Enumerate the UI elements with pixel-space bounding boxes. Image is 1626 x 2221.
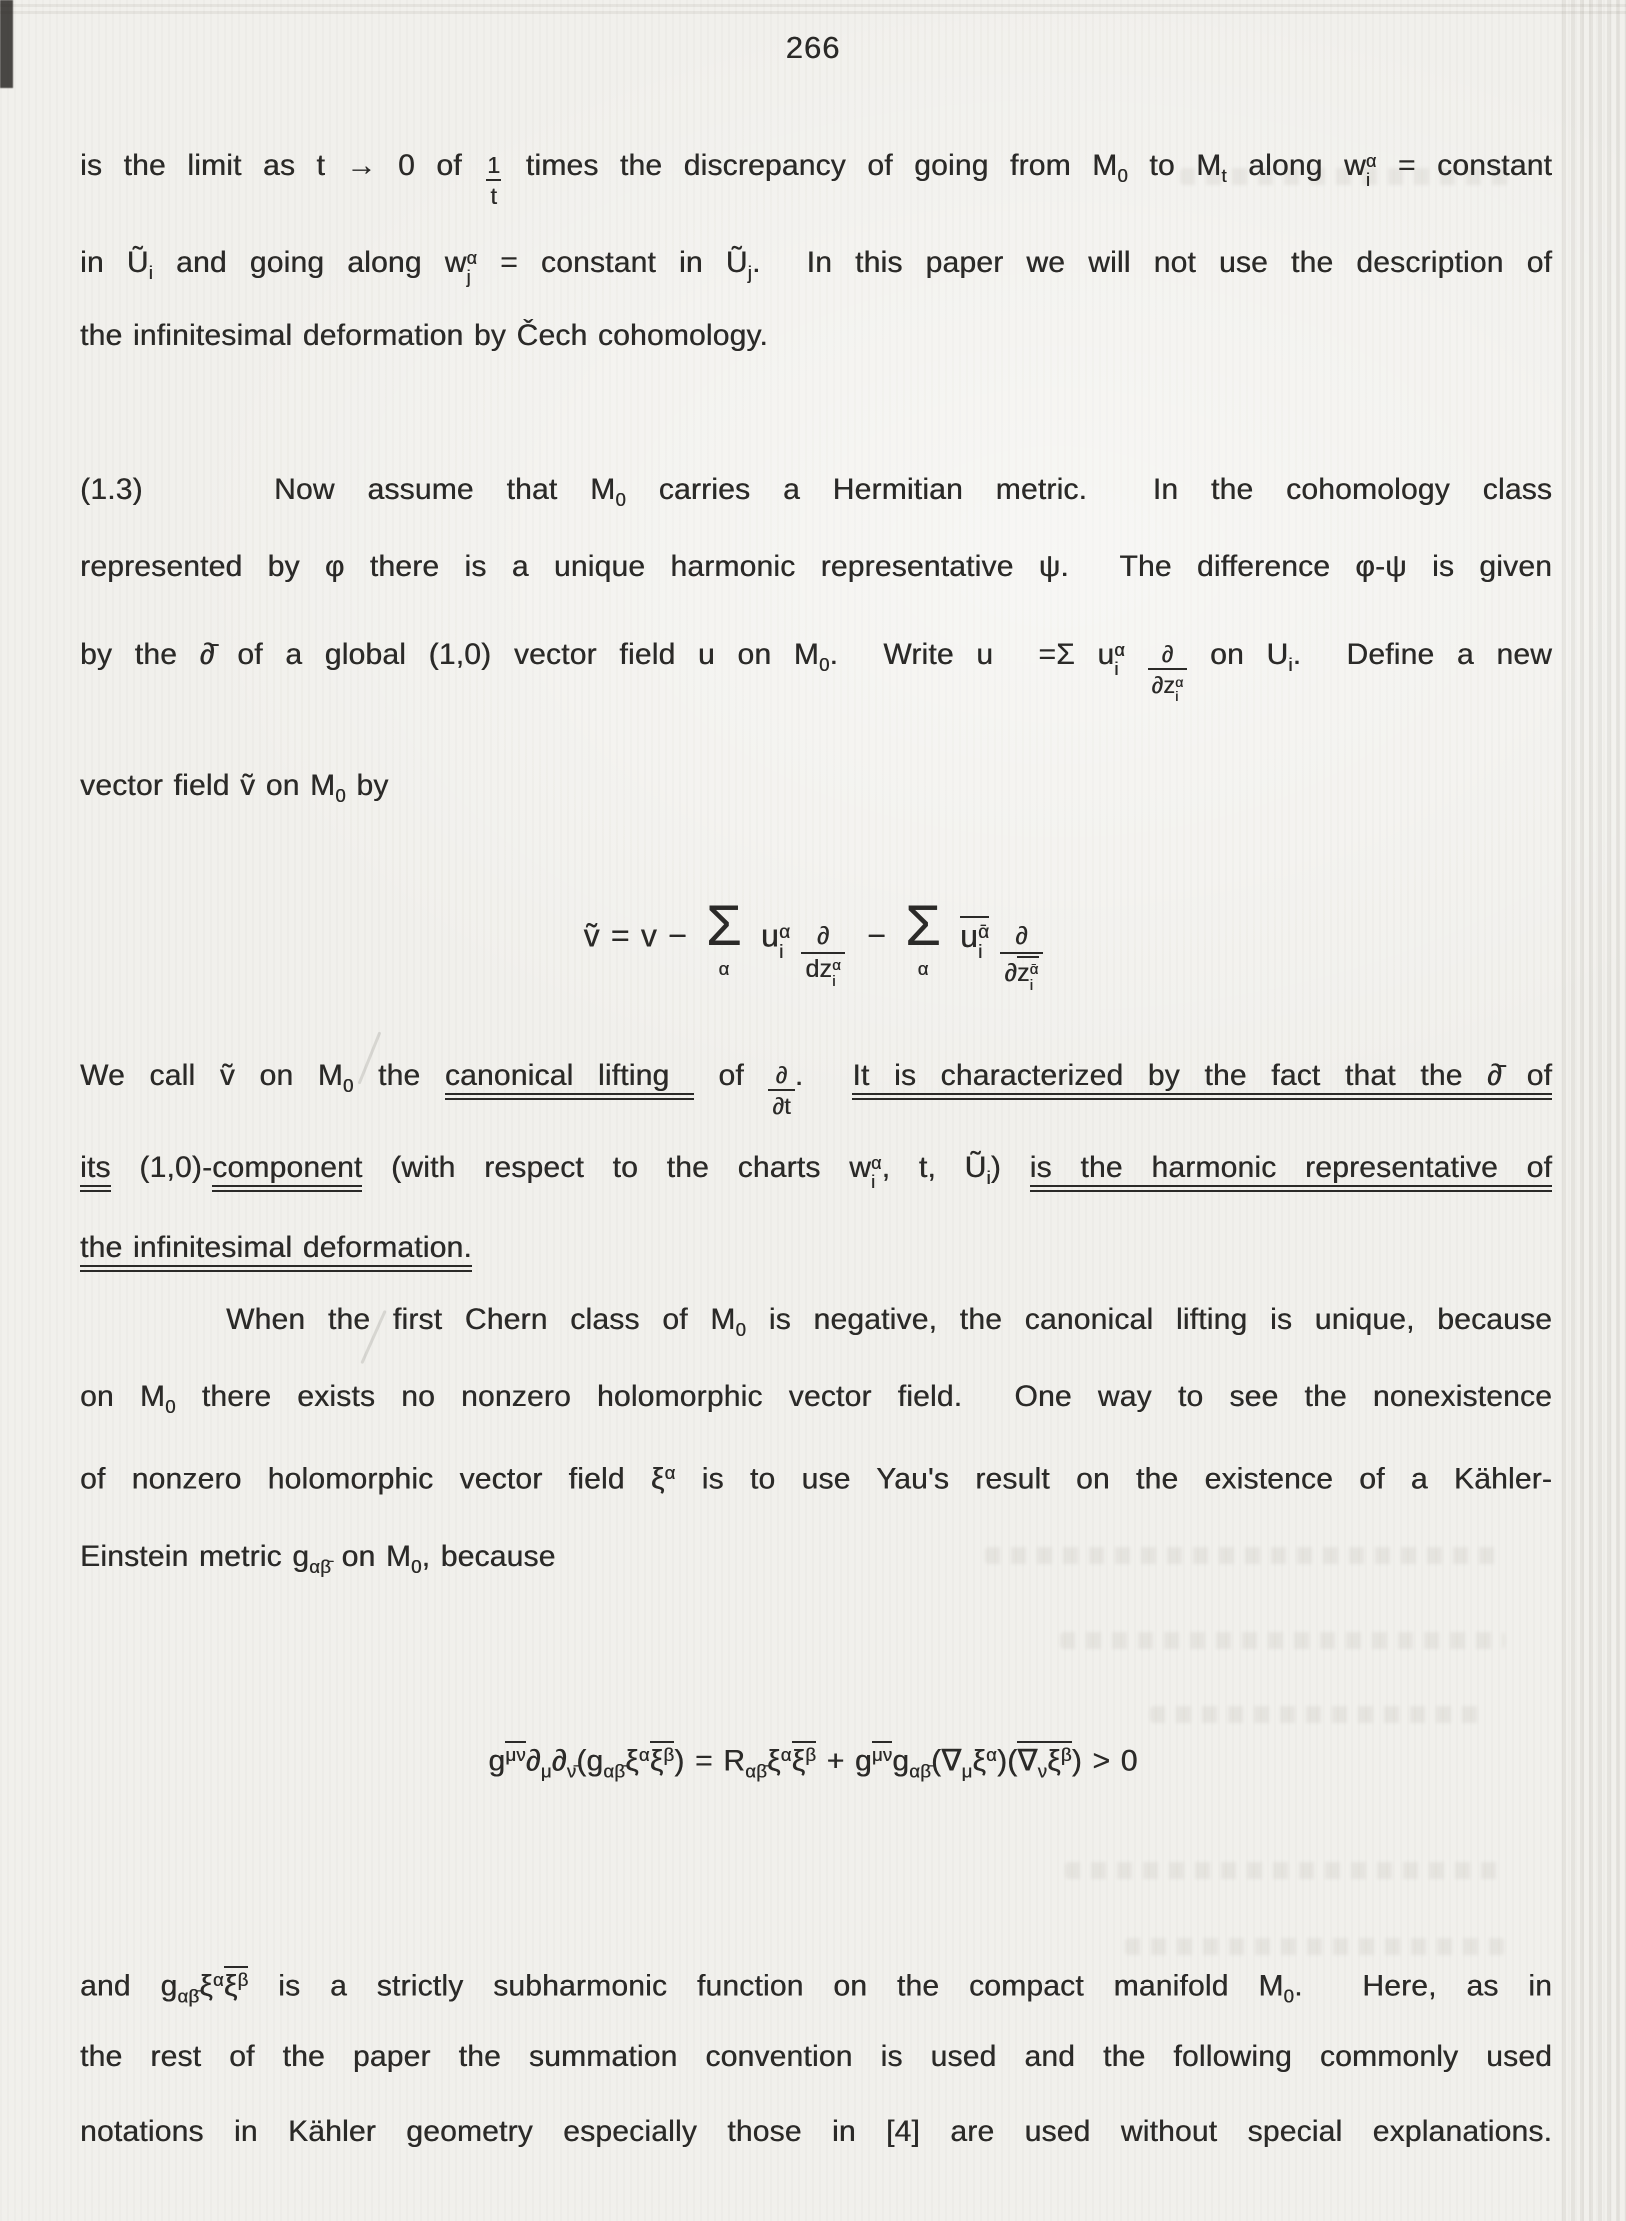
sup-script: β	[1060, 1744, 1072, 1765]
text-run: . In this paper we will not use the description of	[751, 246, 1553, 279]
sub-script: ν	[1037, 1760, 1048, 1782]
text-run: to M	[1127, 149, 1222, 182]
summation-index: α	[917, 957, 929, 979]
ghost-bleedthrough	[985, 1547, 1505, 1564]
underlined-phrase	[1030, 1151, 1552, 1192]
wecall-line2	[80, 1148, 1552, 1198]
text-run: ξ	[972, 1744, 987, 1778]
overline-group	[1017, 1741, 1071, 1781]
scan-edge-texture-right	[1562, 0, 1626, 2221]
sub-script: i	[832, 972, 836, 990]
sup-script	[505, 1744, 525, 1765]
sec13-line1	[80, 470, 1552, 520]
underlined-phrase	[852, 1059, 1552, 1100]
text-run: by	[345, 769, 389, 802]
ghost-bleedthrough	[1150, 1706, 1480, 1723]
sub-script: αβ̄	[603, 1760, 626, 1782]
sub-script: αβ̄	[745, 1760, 767, 1782]
text-run: ξ	[649, 1744, 664, 1778]
sub-script: 0	[1283, 1985, 1295, 2007]
fraction	[768, 1062, 794, 1119]
sup-script: β	[237, 1969, 249, 1990]
text-run: the	[353, 1059, 445, 1092]
text-run: + g	[816, 1744, 872, 1778]
text-run: carries a Hermitian metric. In the cohomology class	[625, 473, 1552, 506]
sup-sub-stack	[1030, 962, 1039, 993]
text-run: and g	[80, 1969, 178, 2003]
sub-script: i	[871, 1171, 876, 1192]
text-run: u	[749, 917, 779, 954]
text-run: is the harmonic representative of	[1029, 1151, 1552, 1184]
last-line1	[80, 1960, 1552, 2016]
sub-script: 0	[615, 489, 626, 511]
sup-sub-stack	[1175, 675, 1183, 704]
text-run: . Here, as in	[1294, 1969, 1552, 2003]
summation	[905, 894, 941, 979]
sup-script: α	[212, 1969, 224, 1990]
sub-script: i	[978, 942, 983, 964]
sup-script: α	[1175, 673, 1184, 690]
text-run: = constant in Ũ	[477, 246, 748, 279]
sup-sub-stack	[1114, 641, 1125, 679]
last-line3	[80, 2112, 1552, 2152]
text-run: u	[960, 917, 979, 954]
sub-script: j	[466, 266, 471, 287]
sup-script: α	[664, 1462, 676, 1483]
ghost-bleedthrough	[1060, 1632, 1505, 1649]
text-run: μν	[505, 1744, 526, 1765]
text-run: along w	[1226, 149, 1366, 182]
para1-line1	[80, 146, 1552, 209]
text-run: on M	[331, 1540, 412, 1573]
text-run: . Write u =Σ u	[829, 638, 1115, 671]
sub-script: i	[1288, 654, 1293, 676]
text-run	[949, 918, 960, 954]
sub-script: αβ̄	[909, 1760, 931, 1782]
fraction-denominator	[801, 952, 845, 990]
sup-sub-stack	[978, 923, 989, 963]
text-run: the rest of the paper the summation convention is used and the following commonly used	[80, 2040, 1552, 2073]
text-run: ∂	[551, 1744, 567, 1778]
text-run: . Define a new	[1292, 638, 1552, 671]
text-run: ∂	[1161, 640, 1174, 667]
text-run: ) = R	[674, 1744, 746, 1778]
sup-sub-stack	[1366, 152, 1377, 190]
when-line2	[80, 1377, 1552, 1427]
text-run: of nonzero holomorphic vector field ξ	[80, 1462, 665, 1496]
sub-script: μ	[961, 1760, 973, 1782]
text-run: (1,0)-	[110, 1151, 213, 1184]
overline-group	[792, 1741, 817, 1777]
text-run: on M	[80, 1380, 166, 1413]
underlined-phrase	[80, 1231, 472, 1272]
ghost-bleedthrough	[1065, 1862, 1505, 1879]
sup-script: α	[832, 957, 841, 975]
text-run: g	[892, 1744, 910, 1778]
overline-group	[505, 1741, 525, 1765]
text-run: Einstein metric g	[80, 1540, 310, 1573]
underlined-phrase	[445, 1059, 694, 1100]
fraction-numerator	[813, 923, 834, 952]
sub-script: ν̄	[566, 1760, 577, 1782]
text-run: is a strictly subharmonic function on the compact manifold M	[248, 1969, 1284, 2003]
text-run: .	[794, 1059, 853, 1092]
sec13-line2	[80, 547, 1552, 587]
overline-group	[960, 916, 989, 964]
sub-script: i	[1029, 976, 1034, 994]
overline-group	[1017, 956, 1039, 994]
text-run: component	[212, 1151, 363, 1184]
fraction-numerator	[1158, 641, 1178, 668]
sup-sub-stack	[871, 1154, 882, 1192]
sup-script: ᾱ	[978, 921, 990, 943]
fraction-denominator	[1000, 952, 1042, 994]
sub-script: 0	[335, 785, 346, 807]
text-run: −	[844, 917, 898, 954]
text-run: by the ∂̄ of a global (1,0) vector field u on M	[80, 638, 819, 671]
text-run: , t, Ũ	[881, 1151, 987, 1184]
text-run: canonical lifting	[444, 1059, 694, 1092]
fraction	[1000, 923, 1042, 994]
sup-script: β	[805, 1744, 817, 1765]
text-run: , because	[421, 1540, 556, 1573]
sup-sub-stack	[832, 958, 841, 989]
overline-group	[224, 1966, 249, 2002]
text-run: dz	[805, 954, 833, 983]
text-run: notations in Kähler geometry especially those in [4] are used without special explanations.	[80, 2115, 1552, 2148]
sub-script: i	[1175, 688, 1179, 705]
page-number-text: 266	[785, 30, 841, 65]
sub-script: 0	[342, 1075, 354, 1097]
sup-script	[872, 1744, 892, 1765]
text-run: its	[80, 1151, 111, 1184]
when-line3	[80, 1453, 1552, 1499]
overline-group	[872, 1741, 892, 1765]
text-run: there exists no nonzero holomorphic vector field. One way to see the nonexistence	[175, 1380, 1552, 1413]
sup-script: β	[663, 1744, 675, 1765]
sup-sub-stack	[466, 249, 477, 287]
text-run: 1	[487, 151, 501, 178]
text-run: (g	[576, 1744, 604, 1778]
para1-line2	[80, 243, 1552, 293]
sub-script: i	[148, 262, 153, 284]
text-run: ṽ = v −	[583, 917, 699, 954]
text-run: ξ	[223, 1969, 238, 2003]
text-run: z	[1016, 958, 1030, 987]
sub-script: i	[1114, 658, 1119, 679]
sub-script: 0	[735, 1319, 747, 1341]
text-run: ξ	[625, 1744, 639, 1778]
text-run: ∂	[816, 922, 830, 951]
sub-script: 0	[1117, 165, 1128, 187]
scan-edge-texture-top	[0, 0, 1626, 14]
text-run: t	[490, 182, 498, 209]
last-line2	[80, 2037, 1552, 2077]
when-line4	[80, 1537, 556, 1587]
display-equation-2	[0, 1735, 1626, 1791]
wecall-line3	[80, 1228, 472, 1268]
text-run: g	[488, 1744, 506, 1778]
text-run: in Ũ	[80, 246, 149, 279]
text-run: is to use Yau's result on the existence of a Kähler-	[675, 1462, 1552, 1496]
text-run: ξ	[1047, 1744, 1061, 1778]
text-run: represented by φ there is a unique harmonic representative ψ. The difference φ-ψ is given	[80, 550, 1552, 583]
text-run: (with respect to the charts w	[362, 1151, 871, 1184]
summation	[706, 894, 742, 979]
fraction-numerator	[772, 1062, 792, 1089]
text-run: )(	[996, 1744, 1018, 1778]
underlined-phrase	[80, 1151, 111, 1192]
sup-script: α	[638, 1744, 650, 1765]
sup-script: α	[986, 1744, 997, 1765]
sub-script: αβ̄	[177, 1985, 200, 2007]
text-run	[989, 918, 1000, 954]
wecall-line1	[80, 1056, 1552, 1119]
sup-script: α	[466, 247, 478, 268]
sigma-icon: Σ	[706, 894, 742, 958]
text-run: vector field ṽ on M	[80, 769, 336, 802]
sup-script: α	[780, 1744, 792, 1765]
text-run: on U	[1187, 638, 1289, 671]
fraction-denominator	[768, 1089, 794, 1119]
text-run: It is characterized by the fact that the ∂̄ of	[852, 1059, 1552, 1092]
sub-script: i	[1365, 169, 1371, 190]
text-run: We call ṽ on M	[80, 1059, 343, 1092]
sub-script: j	[747, 262, 752, 284]
sec13-line4	[80, 766, 388, 816]
text-run: = constant	[1376, 149, 1552, 182]
sub-script: 0	[165, 1396, 176, 1418]
text-run: ξ	[767, 1744, 781, 1778]
underlined-phrase	[212, 1151, 362, 1192]
fraction	[483, 152, 504, 209]
fraction	[801, 923, 845, 990]
text-run: (1.3) Now assume that M	[80, 473, 616, 506]
text-run: ∂	[525, 1744, 541, 1778]
sigma-icon: Σ	[905, 894, 941, 958]
text-run: the infinitesimal deformation by Čech cohomology.	[80, 319, 768, 352]
sup-script: α	[778, 921, 791, 943]
text-run: ∇	[1017, 1744, 1038, 1778]
text-run: ξ	[791, 1744, 806, 1778]
page-number	[0, 30, 1626, 66]
text-run: μν	[871, 1744, 893, 1765]
sub-script: 0	[818, 654, 830, 676]
text-run: ∂	[775, 1061, 788, 1088]
text-run: ∂	[1004, 958, 1017, 987]
text-run: is the limit as t → 0 of	[80, 149, 484, 182]
text-run: ξ	[199, 1969, 213, 2003]
display-equation-1	[0, 894, 1626, 994]
para1-line3	[80, 316, 768, 356]
sub-script: t	[1221, 165, 1227, 187]
text-run: of	[693, 1059, 769, 1092]
sub-script: αβ̄	[309, 1556, 332, 1578]
sup-sub-stack	[779, 923, 790, 963]
fraction-numerator	[1011, 923, 1032, 952]
text-run	[790, 918, 801, 954]
fraction-denominator	[486, 179, 501, 209]
text-run: and going along w	[153, 246, 467, 279]
sub-script: i	[986, 1167, 991, 1189]
text-run: When the first Chern class of M	[226, 1303, 736, 1336]
sub-script: 0	[411, 1556, 422, 1578]
ghost-bleedthrough	[1125, 1938, 1505, 1955]
sec13-line3	[80, 635, 1552, 704]
text-run: ) > 0	[1071, 1744, 1138, 1778]
sub-script: μ	[540, 1760, 552, 1782]
text-run: is negative, the canonical lifting is unique, because	[746, 1303, 1552, 1336]
text-run: times the discrepancy of going from M	[504, 149, 1118, 182]
text-run: (∇	[931, 1744, 962, 1778]
fraction-denominator	[1148, 668, 1188, 704]
text-run: ∂t	[772, 1092, 791, 1119]
fraction-numerator	[483, 152, 504, 179]
overline-group	[650, 1741, 675, 1777]
sup-script: α	[871, 1152, 882, 1173]
text-run: the infinitesimal deformation.	[80, 1231, 472, 1264]
text-run	[1125, 638, 1148, 671]
sup-script: α	[1365, 150, 1377, 171]
text-run: )	[990, 1151, 1030, 1184]
fraction	[1148, 641, 1188, 704]
summation-index: α	[718, 957, 730, 979]
text-run: ∂	[1015, 922, 1028, 951]
sub-script: i	[778, 942, 784, 964]
text-run: ∂z	[1151, 671, 1176, 698]
when-line1	[226, 1300, 1552, 1350]
sup-script: α	[1114, 639, 1125, 660]
sup-script: ᾱ	[1029, 961, 1039, 979]
